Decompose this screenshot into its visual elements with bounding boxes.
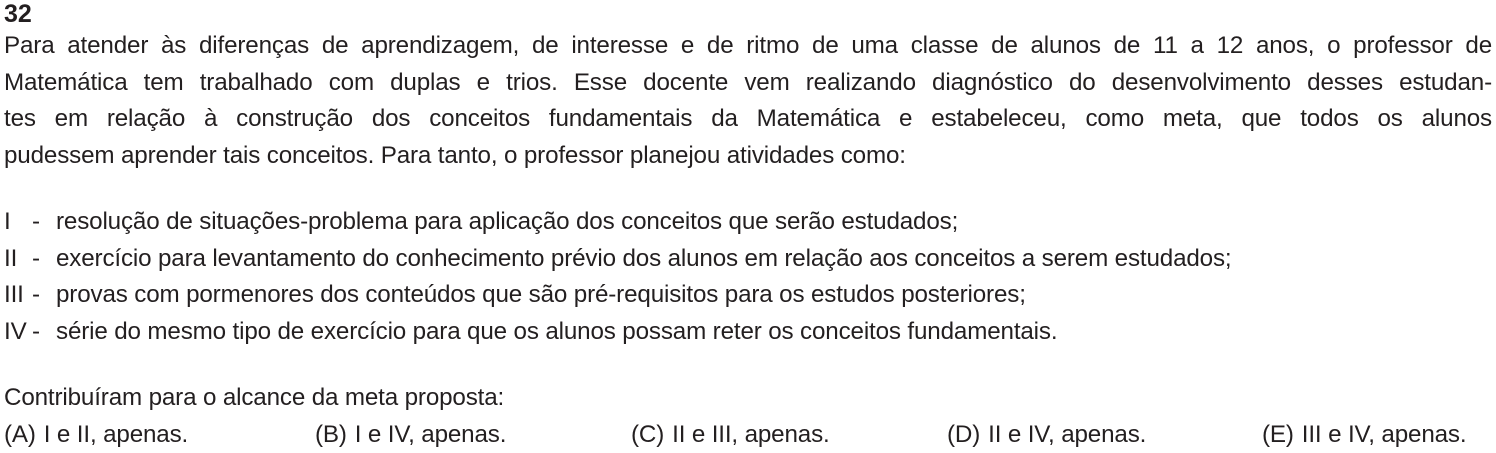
option-letter: (D): [947, 421, 980, 448]
option-text: II e IV, apenas.: [988, 421, 1146, 448]
answer-options: [4, 417, 1492, 453]
statement-numeral: II: [4, 241, 32, 278]
statement-numeral: III: [4, 277, 32, 314]
question-prompt: Contribuíram para o alcance da meta proposta:: [4, 380, 1492, 417]
statement-item: [4, 241, 1492, 278]
statement-text: exercício para levantamento do conhecimento prévio dos alunos em relação aos conceitos a serem estudados;: [56, 241, 1232, 278]
statement-dash: -: [32, 241, 56, 278]
option-e[interactable]: [1262, 417, 1466, 453]
option-b[interactable]: [315, 417, 506, 453]
option-letter: (B): [315, 421, 347, 448]
stem-line: Matemática tem trabalhado com duplas e trios. Esse docente vem realizando diagnóstico do desenvolvimento desses estudan-: [4, 65, 1492, 102]
statement-list: [4, 204, 1492, 350]
option-text: I e IV, apenas.: [355, 421, 507, 448]
stem-line: Para atender às diferenças de aprendizagem, de interesse e de ritmo de uma classe de alunos de 11 a 12 anos, o professor de: [4, 28, 1492, 65]
option-letter: (E): [1262, 421, 1294, 448]
statement-text: provas com pormenores dos conteúdos que são pré-requisitos para os estudos posteriores;: [56, 277, 1026, 314]
statement-dash: -: [32, 277, 56, 314]
statement-numeral: IV: [4, 314, 32, 351]
option-letter: (C): [631, 421, 664, 448]
option-a[interactable]: [4, 417, 188, 453]
option-text: I e II, apenas.: [44, 421, 188, 448]
option-c[interactable]: [631, 417, 830, 453]
statement-item: [4, 314, 1492, 351]
statement-text: série do mesmo tipo de exercício para que os alunos possam reter os conceitos fundamentais.: [56, 314, 1057, 351]
statement-dash: -: [32, 204, 56, 241]
statement-item: [4, 277, 1492, 314]
statement-dash: -: [32, 314, 56, 351]
stem-line: pudessem aprender tais conceitos. Para tanto, o professor planejou atividades como:: [4, 138, 1492, 175]
option-text: III e IV, apenas.: [1302, 421, 1467, 448]
option-letter: (A): [4, 421, 36, 448]
statement-text: resolução de situações-problema para aplicação dos conceitos que serão estudados;: [56, 204, 958, 241]
statement-numeral: I: [4, 204, 32, 241]
stem-line: tes em relação à construção dos conceitos fundamentais da Matemática e estabeleceu, como meta, que todos os alunos: [4, 101, 1492, 138]
option-d[interactable]: [947, 417, 1146, 453]
question-stem: [4, 28, 1492, 174]
question-number: 32: [4, 0, 1492, 28]
option-text: II e III, apenas.: [672, 421, 829, 448]
statement-item: [4, 204, 1492, 241]
